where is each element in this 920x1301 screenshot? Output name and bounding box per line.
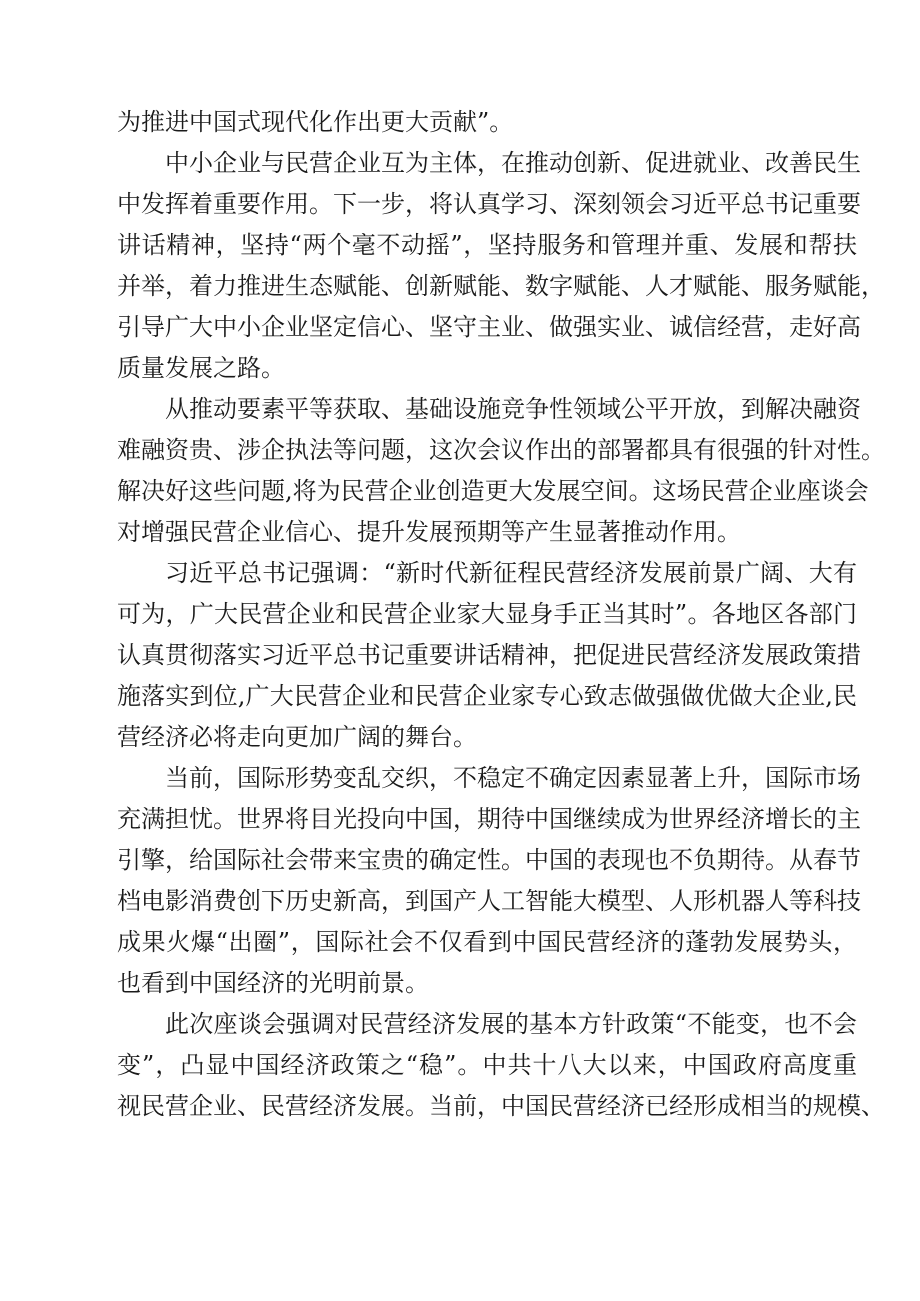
text-line: 营经济必将走向更加广阔的舞台。 [117, 723, 477, 751]
text-line: 引擎，给国际社会带来宝贵的确定性。中国的表现也不负期待。从春节 [117, 846, 861, 874]
text-line: 解决好这些问题,将为民营企业创造更大发展空间。这场民营企业座谈会 [117, 477, 869, 505]
text-line: 认真贯彻落实习近平总书记重要讲话精神，把促进民营经济发展政策措 [117, 641, 861, 669]
paragraph-first-line: 从推动要素平等获取、基础设施竞争性领域公平开放，到解决融资 [165, 395, 861, 423]
paragraph-first-line: 中小企业与民营企业互为主体，在推动创新、促进就业、改善民生 [165, 149, 861, 177]
text-line: 变”，凸显中国经济政策之“稳”。中共十八大以来，中国政府高度重 [117, 1051, 857, 1079]
paragraph-first-line: 当前，国际形势变乱交织，不稳定不确定因素显著上升，国际市场 [165, 764, 861, 792]
paragraph-first-line: 习近平总书记强调：“新时代新征程民营经济发展前景广阔、大有 [165, 559, 857, 587]
text-line: 引导广大中小企业坚定信心、坚守主业、做强实业、诚信经营，走好高 [117, 313, 861, 341]
text-line: 难融资贵、涉企执法等问题，这次会议作出的部署都具有很强的针对性。 [117, 436, 885, 464]
paragraph-first-line: 此次座谈会强调对民营经济发展的基本方针政策“不能变，也不会 [165, 1010, 857, 1038]
text-line: 成果火爆“出圈”，国际社会不仅看到中国民营经济的蓬勃发展势头， [117, 928, 857, 956]
text-line: 并举，着力推进生态赋能、创新赋能、数字赋能、人才赋能、服务赋能， [117, 272, 885, 300]
text-line: 施落实到位,广大民营企业和民营企业家专心致志做强做优做大企业,民 [117, 682, 857, 710]
text-line: 讲话精神，坚持“两个毫不动摇”，坚持服务和管理并重、发展和帮扶 [117, 231, 857, 259]
text-line: 中发挥着重要作用。下一步，将认真学习、深刻领会习近平总书记重要 [117, 190, 861, 218]
text-line: 质量发展之路。 [117, 354, 285, 382]
text-line: 档电影消费创下历史新高，到国产人工智能大模型、人形机器人等科技 [117, 887, 861, 915]
text-line: 充满担忧。世界将目光投向中国，期待中国继续成为世界经济增长的主 [117, 805, 861, 833]
text-line: 可为，广大民营企业和民营企业家大显身手正当其时”。各地区各部门 [117, 600, 857, 628]
text-line: 对增强民营企业信心、提升发展预期等产生显著推动作用。 [117, 518, 741, 546]
text-line: 视民营企业、民营经济发展。当前，中国民营经济已经形成相当的规模、 [117, 1092, 885, 1120]
text-line: 为推进中国式现代化作出更大贡献”。 [117, 108, 514, 136]
text-line: 也看到中国经济的光明前景。 [117, 969, 429, 997]
